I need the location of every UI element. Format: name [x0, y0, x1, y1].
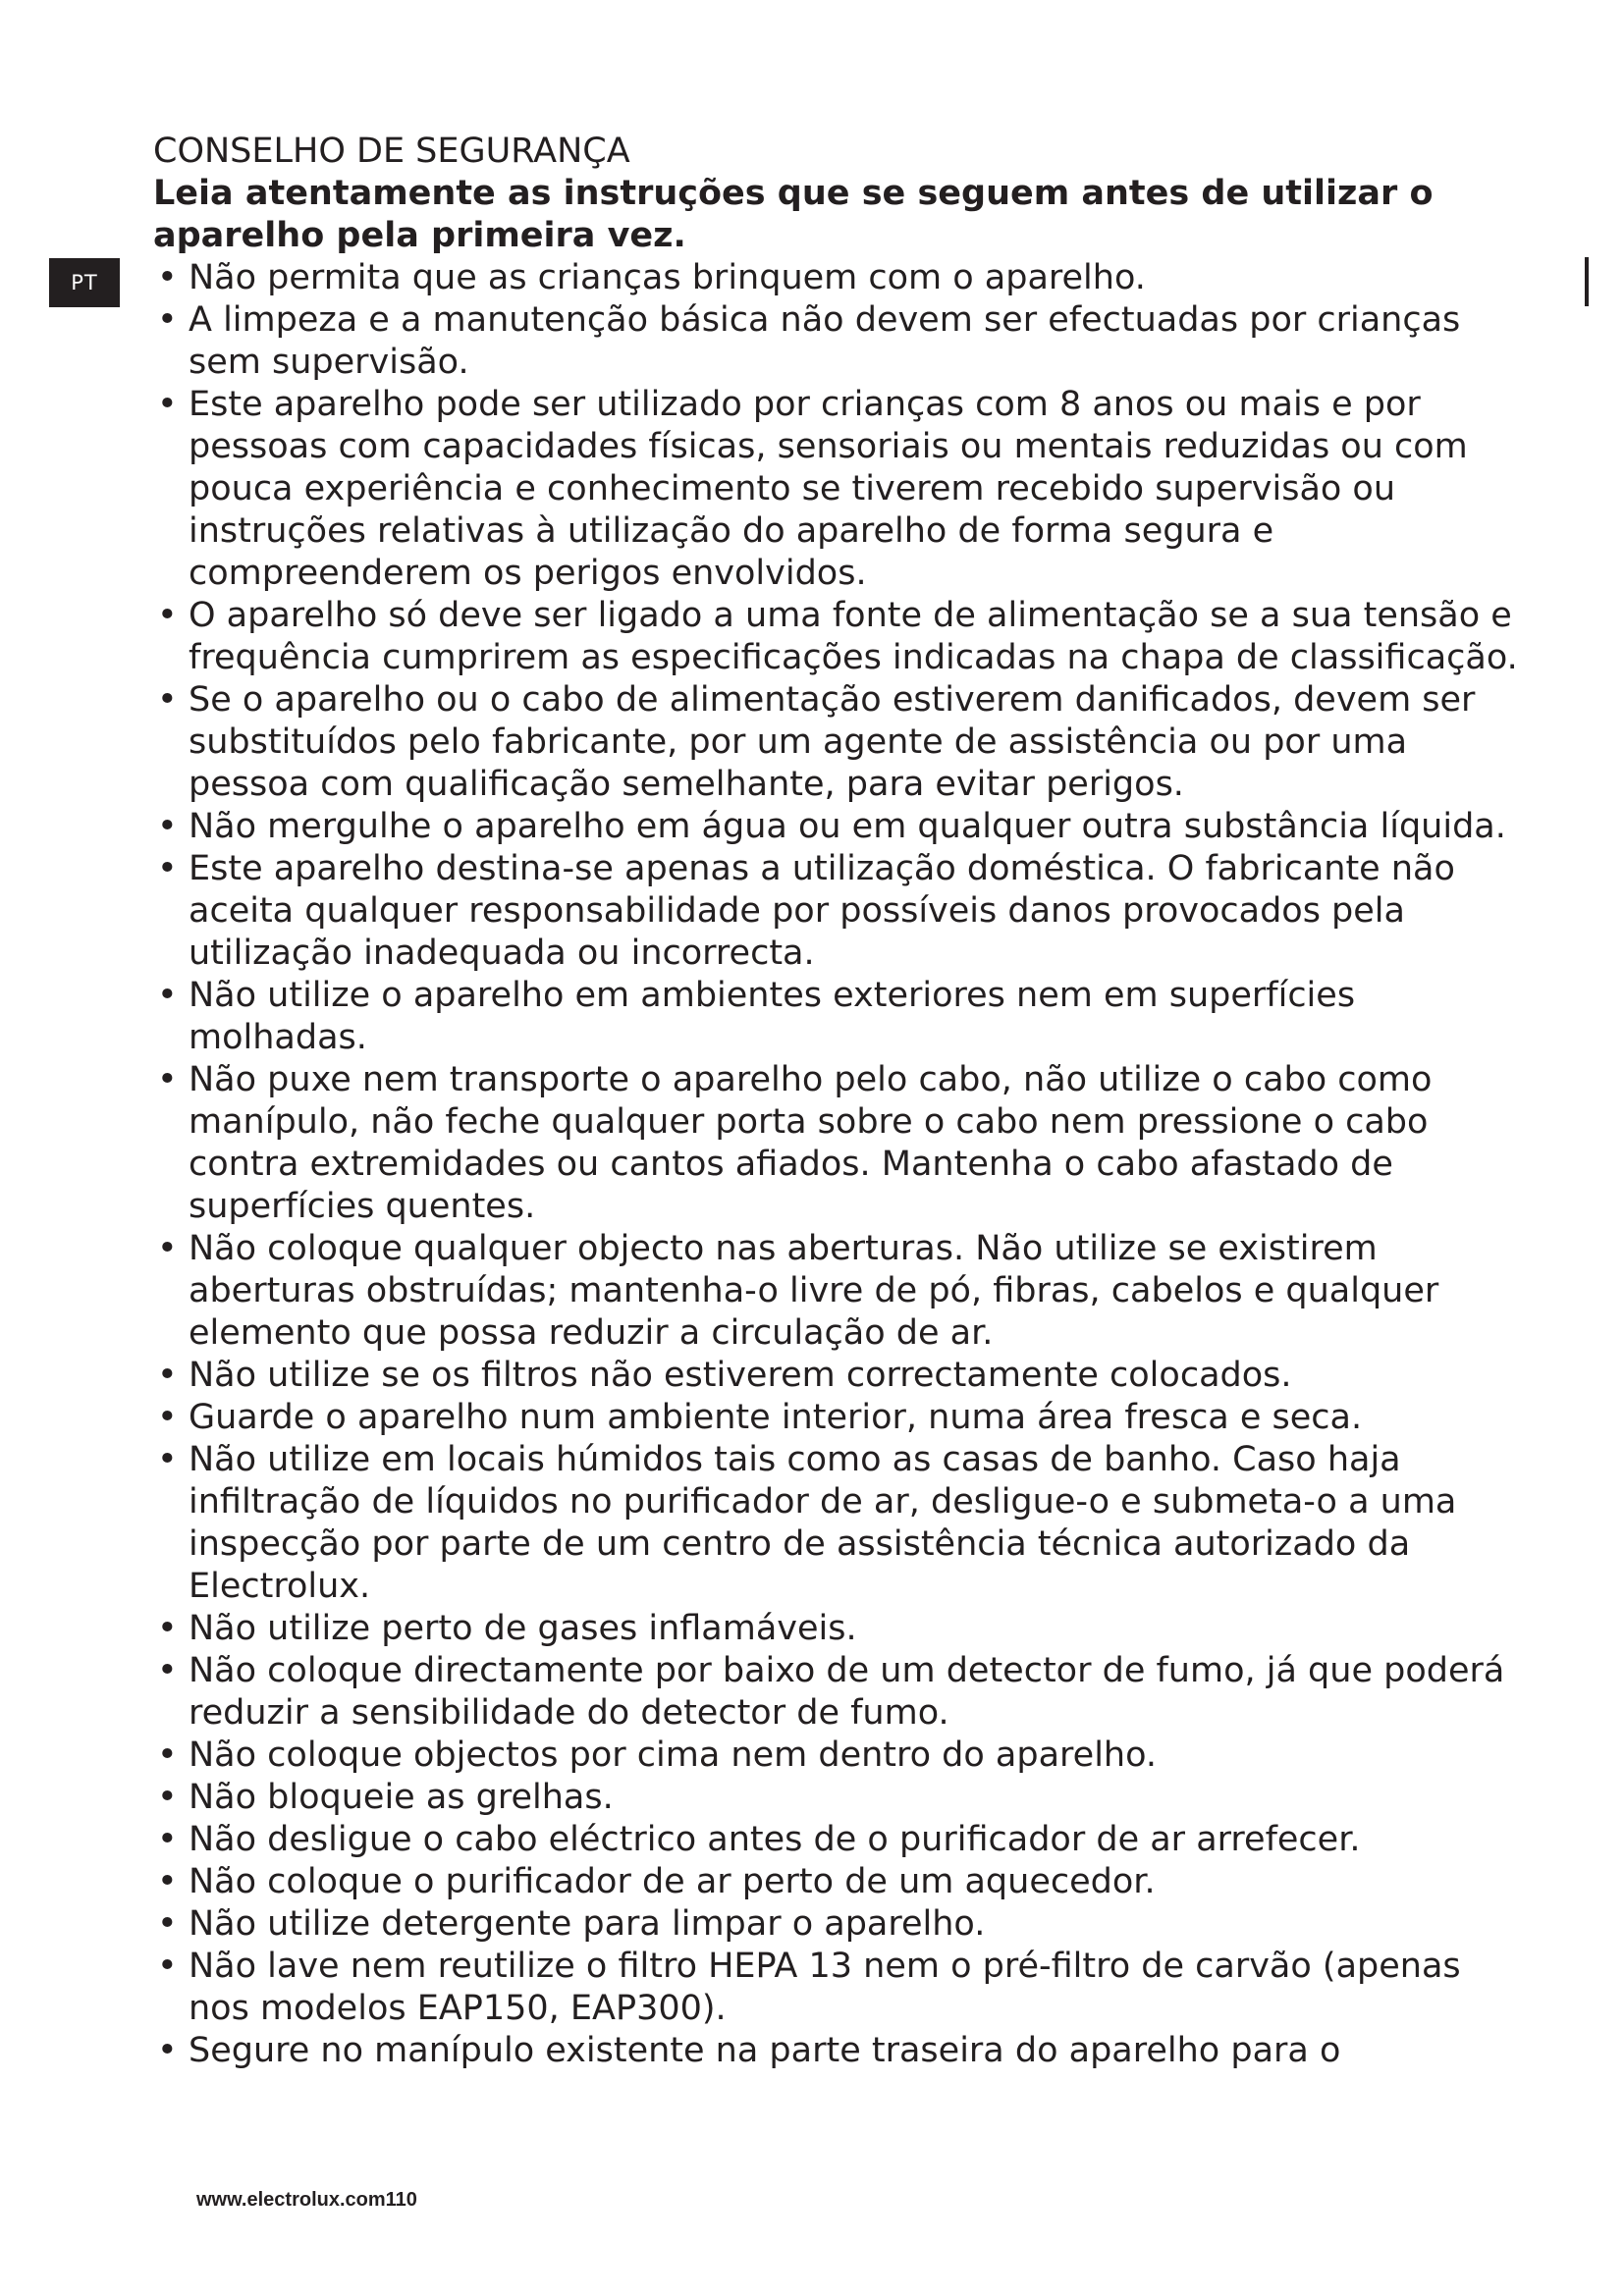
safety-item: • Não coloque directamente por baixo de um detector de fumo, já que poderá reduzir a sensibilidade do detector de fumo.: [153, 1650, 1528, 1735]
margin-mark: [1585, 257, 1589, 306]
footer-url-page-number: www.electrolux.com110: [196, 2189, 417, 2211]
lead-instruction: Leia atentamente as instruções que se seguem antes de utilizar o aparelho pela primeira vez.: [153, 174, 1434, 255]
safety-item: • Se o aparelho ou o cabo de alimentação estiverem danificados, devem ser substituídos pelo fabricante, por um agente de assistência ou por uma pessoa com qualificação semelhante, para evitar perigos.: [153, 679, 1528, 806]
safety-item: • Não lave nem reutilize o filtro HEPA 13 nem o pré-filtro de carvão (apenas nos modelos EAP150, EAP300).: [153, 1946, 1528, 2030]
safety-item: • Não utilize perto de gases inflamáveis.: [153, 1608, 1528, 1650]
safety-item: • Não utilize o aparelho em ambientes exteriores nem em superfícies molhadas.: [153, 975, 1528, 1059]
safety-list: [153, 257, 1528, 2072]
safety-item: • Não utilize se os filtros não estiverem correctamente colocados.: [153, 1355, 1528, 1397]
safety-item: • Não permita que as crianças brinquem com o aparelho.: [153, 257, 1528, 299]
safety-section: [153, 130, 1528, 2072]
safety-item: • Não puxe nem transporte o aparelho pelo cabo, não utilize o cabo como manípulo, não feche qualquer porta sobre o cabo nem pressione o cabo contra extremidades ou cantos afiados. Mantenha o cabo afastado de superfícies quentes.: [153, 1059, 1528, 1228]
safety-item: • Não coloque o purificador de ar perto de um aquecedor.: [153, 1861, 1528, 1903]
safety-item: • Não coloque qualquer objecto nas aberturas. Não utilize se existirem aberturas obstruídas; mantenha-o livre de pó, fibras, cabelos e qualquer elemento que possa reduzir a circulação de ar.: [153, 1228, 1528, 1355]
safety-item: • Não utilize detergente para limpar o aparelho.: [153, 1903, 1528, 1946]
safety-item: • Não desligue o cabo eléctrico antes de o purificador de ar arrefecer.: [153, 1819, 1528, 1861]
safety-item: • Este aparelho pode ser utilizado por crianças com 8 anos ou mais e por pessoas com capacidades físicas, sensoriais ou mentais reduzidas ou com pouca experiência e conhecimento se tiverem recebido supervisão ou instruções relativas à utilização do aparelho de forma segura e compreenderem os perigos envolvidos.: [153, 384, 1528, 595]
safety-item: • A limpeza e a manutenção básica não devem ser efectuadas por crianças sem supervisão.: [153, 299, 1528, 384]
section-title: CONSELHO DE SEGURANÇA: [153, 132, 630, 171]
safety-item: • Segure no manípulo existente na parte traseira do aparelho para o: [153, 2030, 1528, 2072]
safety-item: • Não coloque objectos por cima nem dentro do aparelho.: [153, 1735, 1528, 1777]
safety-item: • Guarde o aparelho num ambiente interior, numa área fresca e seca.: [153, 1397, 1528, 1439]
safety-item: • O aparelho só deve ser ligado a uma fonte de alimentação se a sua tensão e frequência cumprirem as especificações indicadas na chapa de classificação.: [153, 595, 1528, 679]
safety-item: • Não utilize em locais húmidos tais como as casas de banho. Caso haja infiltração de líquidos no purificador de ar, desligue-o e submeta-o a uma inspecção por parte de um centro de assistência técnica autorizado da Electrolux.: [153, 1439, 1528, 1608]
safety-item: • Não mergulhe o aparelho em água ou em qualquer outra substância líquida.: [153, 806, 1528, 848]
safety-item: • Não bloqueie as grelhas.: [153, 1777, 1528, 1819]
safety-item: • Este aparelho destina-se apenas a utilização doméstica. O fabricante não aceita qualquer responsabilidade por possíveis danos provocados pela utilização inadequada ou incorrecta.: [153, 848, 1528, 975]
language-tab: PT: [49, 258, 120, 307]
